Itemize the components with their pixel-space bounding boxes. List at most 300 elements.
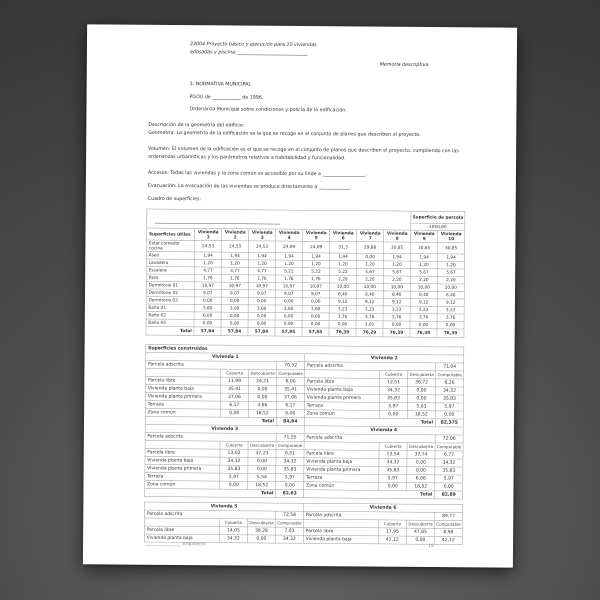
cell: 9,12 — [383, 298, 410, 306]
cell: 30,85 — [438, 242, 465, 254]
column-header: Cubierta — [379, 442, 407, 450]
cell: 0,00 — [275, 313, 302, 321]
total-value: 57,85 — [302, 328, 329, 337]
column-header: Descubierta — [249, 520, 274, 526]
cell: 10,97 — [194, 282, 221, 290]
cell: 35,83 — [379, 394, 407, 402]
cell: 0,00 — [220, 409, 248, 417]
column-header: Cubierta — [221, 369, 249, 377]
cell: 6,17 — [276, 402, 304, 410]
cell: 5,22 — [275, 268, 302, 276]
cell: 10,97 — [248, 282, 275, 290]
cell: 36,72 — [408, 379, 436, 387]
cell: 8,40 — [329, 290, 356, 298]
row-label: Dormitorio 03 — [146, 297, 194, 305]
useful-areas-table — [146, 209, 465, 338]
column-header: Descubierta — [408, 444, 434, 450]
cell: 0,00 — [221, 312, 248, 320]
cell: 6,06 — [407, 475, 435, 483]
cell: 0,00 — [407, 395, 435, 403]
cell: 0,00 — [247, 535, 275, 543]
cell: 5,22 — [302, 268, 329, 276]
cell: 3,76 — [356, 313, 383, 321]
cell: 8,40 — [410, 291, 437, 299]
cell: 1,76 — [248, 275, 275, 283]
cell: 34,32 — [435, 387, 463, 395]
document-header — [190, 40, 430, 69]
column-header: Vivienda 8 — [384, 230, 411, 242]
cell: 0,00 — [410, 321, 437, 329]
cell: 2,20 — [356, 276, 383, 284]
column-header: Descubierta — [249, 443, 275, 448]
cell: 1,94 — [195, 252, 222, 260]
cell: 0,00 — [194, 312, 221, 320]
cell: 18,52 — [248, 409, 276, 417]
cell: 42,12 — [434, 536, 462, 544]
cell: 0,00 — [435, 483, 463, 491]
cell: 3,60 — [275, 305, 302, 313]
row-label: Parcela adscrita — [146, 361, 277, 370]
cell: 35,83 — [379, 466, 407, 474]
cell: 5,54 — [248, 473, 276, 481]
total-value: 84,64 — [276, 418, 304, 426]
total-label: Total — [145, 417, 276, 426]
cell: 3,60 — [302, 305, 329, 313]
total-row — [146, 327, 464, 338]
total-value: 76,39 — [437, 329, 464, 338]
row-label: Vivienda planta primera — [304, 394, 379, 403]
total-value: 82,89 — [435, 491, 463, 499]
paragraph-volumen: Volumen: El volumen de la edificación es el que se recoge en el conjunto de planos que describen el proyecto, cumpliendo con las ordenanzas urbanísticas y los parámetros relativos a habitabilidad y funcionalidad. — [148, 145, 459, 161]
row-label: Aseo — [147, 252, 195, 260]
cell: 5,22 — [329, 268, 356, 276]
cell: 1,94 — [249, 252, 276, 260]
cell: 9,07 — [194, 289, 221, 297]
cell: 0,00 — [276, 482, 304, 490]
cell: 13,54 — [379, 450, 407, 458]
project-reference-line1: 23004 Proyecto básico y ejecución para 10 viviendas — [189, 41, 317, 48]
column-header: Vivienda 9 — [411, 230, 438, 242]
cell: 5,97 — [379, 474, 407, 482]
cell: 9,12 — [437, 299, 464, 307]
cell: 10,00 — [437, 284, 464, 292]
cell: 38,28 — [247, 527, 275, 535]
signature-line: ________________ — [145, 541, 182, 547]
row-label: Zona común — [145, 481, 220, 490]
vivienda-header: Vivienda 5 — [145, 502, 304, 511]
cell: 18,52 — [407, 411, 435, 419]
cell: 0,00 — [407, 459, 435, 467]
column-header: Computable — [277, 443, 303, 449]
column-header: Vivienda 10 — [438, 230, 465, 242]
cell: 10,00 — [329, 283, 356, 291]
cell: 10,97 — [302, 283, 329, 291]
vivienda-header: Vivienda 6 — [304, 503, 463, 512]
cell: 0,00 — [194, 319, 221, 327]
row-label: Dormitorio 01 — [146, 282, 194, 290]
cell: 1,76 — [275, 275, 302, 283]
cell: 10,00 — [356, 283, 383, 291]
column-header: Computable — [436, 444, 462, 450]
cell: 30,85 — [384, 242, 411, 254]
cell: 1,20 — [383, 261, 410, 269]
paragraph-accesos: Accesos: Todas las viviendas y la zona común es accesible por su linde a __________________. — [147, 169, 367, 178]
cell: 12,51 — [380, 378, 408, 386]
column-header: Vivienda 3 — [249, 229, 276, 241]
cell: 34,32 — [220, 457, 248, 465]
row-label: Lavadero — [146, 259, 194, 267]
cell: 72,06 — [435, 435, 463, 443]
cell: 6,17 — [220, 401, 248, 409]
cell: 1,94 — [330, 253, 357, 261]
total-value: 76,39 — [329, 328, 356, 337]
cell: 0,00 — [435, 411, 463, 419]
cell: 0,00 — [220, 481, 248, 489]
cell: 0,00 — [248, 393, 276, 401]
cell: 1,76 — [194, 274, 221, 282]
cell: 1,94 — [438, 254, 465, 262]
cell: 3,76 — [383, 313, 410, 321]
cell: 1,20 — [275, 260, 302, 268]
cell: 5,03 — [407, 403, 435, 411]
cell: 42,12 — [378, 536, 406, 544]
vivienda-header: Vivienda 2 — [305, 354, 464, 363]
cell: 3,76 — [329, 313, 356, 321]
cell: 9,12 — [356, 298, 383, 306]
header-rule — [238, 55, 308, 56]
cell: 1,20 — [302, 260, 329, 268]
total-value: 57,84 — [194, 327, 221, 336]
cell: 0,00 — [302, 313, 329, 321]
column-header: Vivienda 1 — [195, 228, 222, 240]
row-label: Vivienda planta baja — [145, 457, 220, 466]
corner-header: Superficies útiles — [147, 228, 195, 240]
cell: 5,67 — [410, 269, 437, 277]
cell: 37,74 — [407, 451, 435, 459]
cell: 71,04 — [436, 363, 464, 371]
signature-area — [145, 540, 206, 548]
cell: 3,76 — [437, 314, 464, 322]
blank-underline-cell — [147, 209, 411, 230]
cell: 24,53 — [249, 241, 276, 253]
cell: 6,00 — [277, 378, 305, 386]
cell: 0,00 — [407, 467, 435, 475]
cell: 24,09 — [276, 241, 303, 253]
row-label: Vivienda planta primera — [145, 393, 220, 402]
cell: 9,12 — [410, 299, 437, 307]
cell: 8,40 — [356, 291, 383, 299]
column-header: Descubierta — [408, 521, 433, 527]
row-label: Dormitorio 02 — [146, 289, 194, 297]
row-label: Parcela adscrita — [305, 362, 436, 371]
row-label: Terraza — [145, 473, 220, 482]
cell: 18,52 — [407, 483, 435, 491]
cell: 3,23 — [410, 306, 437, 314]
cell: 1,20 — [329, 260, 356, 268]
cell: 3,23 — [329, 305, 356, 313]
cell: 1,94 — [303, 253, 330, 261]
cell: 29,88 — [357, 242, 384, 254]
cell: 2,20 — [329, 275, 356, 283]
document-title: Memoria descriptiva. — [379, 61, 430, 68]
cell: 0,00 — [275, 320, 302, 328]
cell: 8,40 — [437, 291, 464, 299]
cell: 3,23 — [356, 306, 383, 314]
paragraph-cuadro: Cuadro de superficies: — [147, 195, 202, 202]
cell: 35,83 — [435, 467, 463, 475]
column-header: Computable — [277, 520, 302, 526]
cell: 4,77 — [221, 267, 248, 275]
cell: 1,20 — [437, 261, 464, 269]
cell: 3,76 — [410, 314, 437, 322]
cell: 5,67 — [383, 268, 410, 276]
total-value: 76,39 — [383, 328, 410, 337]
cell: 1,20 — [410, 261, 437, 269]
cell: 34,32 — [275, 535, 303, 543]
cell: 37,23 — [248, 449, 276, 457]
total-value: 57,84 — [248, 327, 275, 336]
row-label: Vivienda planta baja — [145, 385, 220, 394]
cell: 70,52 — [277, 362, 305, 370]
cell: 18,52 — [248, 481, 276, 489]
row-label: Parcela libre — [303, 527, 378, 536]
cell: 5,97 — [276, 474, 304, 482]
column-header: Vivienda 5 — [303, 229, 330, 241]
cell: 34,32 — [379, 386, 407, 394]
column-header: Computable — [278, 371, 303, 377]
cell: 13,02 — [220, 449, 248, 457]
row-label: Vivienda planta baja — [304, 458, 379, 467]
cell: 3,60 — [194, 304, 221, 312]
paragraph-geometria: Geometría: La geometría de la edificación es la que se recoge en el conjunto de planos que describen el proyecto. — [148, 129, 421, 138]
cell: 9,12 — [329, 298, 356, 306]
cell: 89,77 — [434, 512, 462, 520]
column-header: Cubierta — [219, 519, 247, 527]
total-value: 76,29 — [356, 328, 383, 337]
row-label: Parcela adscrita — [145, 433, 276, 442]
cell: 35,83 — [220, 465, 248, 473]
cell: 8,98 — [434, 528, 462, 536]
cell: 8,40 — [383, 291, 410, 299]
row-label: Zona común — [145, 409, 220, 418]
column-header: Descubierta — [409, 372, 434, 378]
cell: 9,07 — [275, 290, 302, 298]
cell: 0,00 — [248, 465, 276, 473]
row-label: Vivienda planta baja — [303, 535, 378, 544]
row-label: Parcela libre — [144, 526, 219, 535]
cell: 10,97 — [275, 283, 302, 291]
page-number: 19 — [428, 543, 434, 549]
cell: 35,41 — [220, 385, 248, 393]
row-label: Vivienda planta baja — [304, 386, 379, 395]
row-label: Vivienda planta baja — [144, 534, 219, 543]
cell: 0,00 — [379, 410, 407, 418]
paragraph-descripcion: Descripción de la geometría del edificio: — [148, 121, 245, 129]
cell: 6,51 — [276, 450, 304, 458]
cell: 0,00 — [221, 297, 248, 305]
cell: 34,32 — [435, 459, 463, 467]
column-header: Cubierta — [380, 370, 408, 378]
cell: 34,32 — [276, 458, 304, 466]
cell: 0,00 — [406, 536, 434, 544]
cell: 17,95 — [378, 528, 406, 536]
cell: 1,76 — [221, 275, 248, 283]
parcela-area-header: Superficie de parcela — [411, 211, 465, 223]
paragraph-evacuacion: Evacuación: La evacuación de las viviendas se produce directamente a _____________. — [147, 182, 352, 190]
signature-label: Arquitecto — [182, 541, 206, 547]
column-header: Vivienda 6 — [330, 229, 357, 241]
total-label: Total — [146, 327, 194, 336]
cell: 37,06 — [220, 393, 248, 401]
cell: 1,94 — [411, 254, 438, 262]
vivienda-header: Vivienda 3 — [145, 425, 304, 434]
column-header: Vivienda 2 — [222, 229, 249, 241]
row-label: Parcela adscrita — [145, 510, 276, 519]
cell: 0,00 — [302, 298, 329, 306]
vivienda-header: Vivienda 1 — [146, 353, 305, 362]
cell: 5,67 — [356, 268, 383, 276]
cell: 1,76 — [302, 275, 329, 283]
cell: 14,05 — [219, 527, 247, 535]
column-header: Vivienda 7 — [357, 230, 384, 242]
row-label: Parcela adscrita — [304, 434, 435, 443]
cell: 1,94 — [276, 253, 303, 261]
cell: 9,07 — [221, 290, 248, 298]
document-page — [83, 24, 517, 567]
row-label: Baño 02 — [146, 312, 194, 320]
total-value: 57,85 — [275, 328, 302, 337]
cell: 1,20 — [248, 260, 275, 268]
total-label: Total — [304, 490, 435, 499]
column-header: Computable — [437, 372, 462, 378]
page-content — [83, 24, 517, 567]
cell: 34,32 — [219, 535, 247, 543]
cell: 0,00 — [379, 482, 407, 490]
cell: 24,21 — [249, 377, 277, 385]
cell: 4,66 — [248, 401, 276, 409]
cell: 0,00 — [357, 253, 384, 261]
row-label: Terraza — [304, 402, 379, 411]
row-label: Parcela libre — [305, 378, 380, 387]
cell: 0,00 — [275, 298, 302, 306]
cell: 9,07 — [302, 290, 329, 298]
cell: 0,00 — [383, 321, 410, 329]
built-table-title: Superficies construidas — [146, 345, 464, 355]
cell: 35,83 — [435, 395, 463, 403]
cell: 72,58 — [275, 511, 303, 519]
cell: 7,03 — [275, 527, 303, 535]
cell: 0,00 — [248, 297, 275, 305]
row-label: Parcela adscrita — [303, 511, 434, 520]
row-label: Terraza — [145, 401, 220, 410]
row-label: Escalera — [146, 267, 194, 275]
cell: 10,00 — [383, 283, 410, 291]
total-value: 82,63 — [276, 490, 304, 498]
cell: 10,00 — [410, 284, 437, 292]
cell: 47,85 — [406, 528, 434, 536]
cell: 0,00 — [437, 321, 464, 329]
row-label: Parcela libre — [145, 449, 220, 458]
row-label: Zona común — [304, 410, 379, 419]
cell: 0,00 — [194, 297, 221, 305]
cell: 24,53 — [195, 240, 222, 252]
cell: 0,00 — [221, 320, 248, 328]
cell: 24,53 — [222, 241, 249, 253]
cell: 3,01 — [356, 321, 383, 329]
parcela-area-value: 1050,60 — [411, 223, 465, 230]
cell: 11,99 — [221, 377, 249, 385]
cell: 3,60 — [221, 305, 248, 313]
column-header: Vivienda 4 — [276, 229, 303, 241]
cell: 1,94 — [384, 253, 411, 261]
cell: 71,55 — [276, 434, 304, 442]
total-value: 82,375 — [435, 419, 463, 427]
section-heading: 3. NORMATIVA MUNICIPAL — [189, 81, 252, 88]
cell: 34,32 — [379, 458, 407, 466]
cell: 0,00 — [329, 320, 356, 328]
cell: 37,06 — [276, 394, 304, 402]
cell: 35,41 — [276, 386, 304, 394]
total-label: Total — [304, 418, 435, 427]
row-label: Estar comedor cocina — [147, 240, 195, 252]
cell: 5,97 — [379, 402, 407, 410]
row-label: Zona común — [304, 482, 379, 491]
row-label: Parcela libre — [146, 377, 221, 386]
cell: 4,77 — [248, 267, 275, 275]
built-areas-table — [144, 344, 464, 547]
project-reference-line2: adosadas y piscina. — [189, 49, 237, 55]
cell: 0,00 — [407, 387, 435, 395]
total-label: Total — [145, 489, 276, 498]
cell: 5,67 — [437, 269, 464, 277]
total-value: 57,84 — [221, 327, 248, 336]
cell: 5,97 — [220, 473, 248, 481]
row-label: Vivienda planta primera — [304, 466, 379, 475]
cell: 5,97 — [435, 403, 463, 411]
row-label: Baño 03 — [146, 319, 194, 327]
row-label: Terraza — [304, 474, 379, 483]
cell: 3,60 — [248, 305, 275, 313]
ordenanza-line: Ordenanza Municipal sobre condiciones y policía de la edificación. — [189, 106, 347, 113]
total-value: 76,39 — [410, 329, 437, 338]
cell: 0,00 — [248, 320, 275, 328]
cell: 31,3 — [330, 241, 357, 253]
cell: 1,94 — [222, 252, 249, 260]
row-label: Baño 01 — [146, 304, 194, 312]
row-label: Paso — [146, 274, 194, 282]
cell: 3,23 — [383, 306, 410, 314]
column-header: Cubierta — [378, 520, 406, 528]
cell: 2,20 — [437, 276, 464, 284]
cell: 0,00 — [248, 385, 276, 393]
cell: 0,00 — [276, 410, 304, 418]
blank-line — [155, 223, 280, 224]
cell: 0,00 — [302, 320, 329, 328]
cell: 2,20 — [410, 276, 437, 284]
column-header: Cubierta — [220, 441, 248, 449]
cell: 3,23 — [437, 306, 464, 314]
row-label: Vivienda planta primera — [145, 465, 220, 474]
vivienda-header: Vivienda 4 — [304, 426, 463, 435]
cell: 0,00 — [248, 457, 276, 465]
cell: 9,07 — [248, 290, 275, 298]
cell: 0,00 — [248, 312, 275, 320]
row-label: Parcela libre — [304, 450, 379, 459]
cell: 6,77 — [435, 451, 463, 459]
cell: 30,85 — [411, 242, 438, 254]
cell: 1,20 — [194, 259, 221, 267]
column-header: Descubierta — [250, 371, 275, 376]
